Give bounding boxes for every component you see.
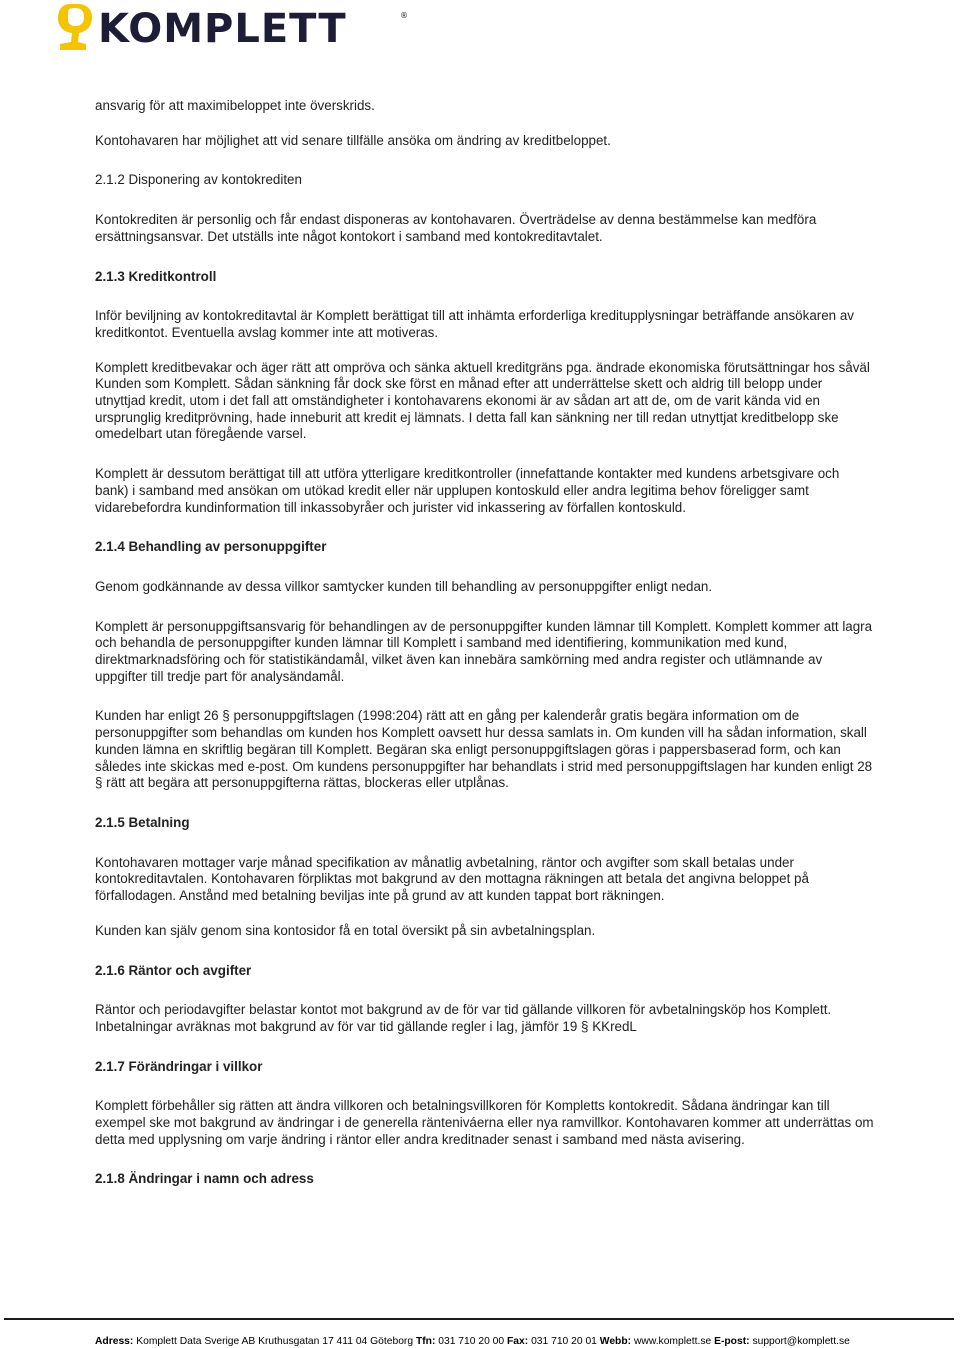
logo-wordmark: KOMPLETT: [98, 6, 347, 52]
section-heading-2-1-2: 2.1.2 Disponering av kontokrediten: [95, 172, 302, 188]
section-heading-2-1-3: 2.1.3 Kreditkontroll: [95, 268, 217, 284]
svg-text:®: ®: [400, 11, 408, 20]
footer-fax-label: Fax:: [507, 1336, 529, 1347]
footer-fax: 031 710 20 01: [531, 1336, 597, 1347]
section-heading-2-1-5: 2.1.5 Betalning: [95, 814, 190, 830]
footer-web-label: Webb:: [599, 1336, 632, 1347]
footer-web-link[interactable]: www.komplett.se: [633, 1336, 712, 1347]
paragraph: ansvarig för att maximibeloppet inte överskrids.: [95, 98, 375, 113]
komplett-logo: [56, 0, 416, 56]
section-heading-2-1-7: 2.1.7 Förändringar i villkor: [95, 1058, 263, 1074]
paragraph: Genom godkännande av dessa villkor samtycker kunden till behandling av personuppgifter enligt nedan.: [95, 578, 713, 594]
paragraph: Kunden kan själv genom sina kontosidor få en total översikt på sin avbetalningsplan.: [95, 922, 596, 938]
paragraph: Komplett kreditbevakar och äger rätt att ompröva och sänka aktuell kreditgräns pga. ändrade ekonomiska förutsättningar hos såväl Kunden som Komplett. Sådan sänkning får dock ske först en månad efter att underrättelse skett och aldrig till belopp under utnyttjad kredit, utom i det fall att omständigheter i kontohavarens ekonomi är av sådan art att de, om de varit kända vid en ursprunglig kreditprövning, hade inneburit att kredit ej lämnats. I detta fall kan sänkning ner till redan utnyttjat kreditbelopp ske omedelbart utan föregående varsel.: [95, 359, 870, 442]
footer-email-link[interactable]: support@komplett.se: [752, 1336, 850, 1347]
paragraph: Inför beviljning av kontokreditavtal är Komplett berättigat till att inhämta erforderliga kreditupplysningar beträffande ansökaren av kreditkontot. Eventuella avslag kommer inte att motiveras.: [95, 308, 854, 340]
footer-email-label: E-post:: [714, 1336, 750, 1347]
document-body: [95, 98, 875, 1188]
paragraph: Räntor och periodavgifter belastar kontot mot bakgrund av de för var tid gällande villkoren för avbetalningsköp hos Komplett. Inbetalningar avräknas mot bakgrund av för var tid gällande regler i lag, jämför 19 § KKredL: [95, 1002, 832, 1034]
footer-address-label: Adress:: [95, 1336, 134, 1347]
section-heading-2-1-4: 2.1.4 Behandling av personuppgifter: [95, 539, 327, 555]
paragraph: Kontohavaren mottager varje månad specifikation av månatlig avbetalning, räntor och avgifter som skall betalas under kontokreditavtalen. Kontohavaren förpliktas mot bakgrund av den mottagna räkningen att betala det angivna beloppet på förfallodagen. Anstånd med betalning beviljas inte på grund av att kunden tappat bort räkningen.: [95, 854, 809, 904]
footer-phone-label: Tfn:: [415, 1336, 436, 1347]
section-heading-2-1-6: 2.1.6 Räntor och avgifter: [95, 962, 252, 978]
paragraph: Komplett förbehåller sig rätten att ändra villkoren och betalningsvillkoren för Kompletts kontokredit. Sådana ändringar kan till exempel ske mot bakgrund av ändringar i de generella ränteniváerna eller nya ramvillkor. Kontohavaren kommer att underrättas om detta med upplysning om varje ändring i räntor eller andra kreditnader senast i samband med nästa avisering.: [95, 1098, 874, 1147]
paragraph: Komplett är personuppgiftsansvarig för behandlingen av de personuppgifter kunden lämnar till Komplett. Komplett kommer att lagra och behandla de personuppgifter kunden lämnar till Komplett i samband med identifiering, kommunikation med kund, direktmarknadsföring och för statistikändamål, vilket även kan innebära samkörning med andra register och utlämnande av uppgifter till tredje part för analysändamål.: [95, 618, 873, 684]
footer-address: Komplett Data Sverige AB Kruthusgatan 17 411 04 Göteborg: [136, 1336, 414, 1347]
komplett-logo-icon: [56, 0, 416, 56]
footer-contact: [95, 1335, 955, 1348]
paragraph: Kontokrediten är personlig och får endast disponeras av kontohavaren. Överträdelse av denna bestämmelse kan medföra ersättningsansvar. Det utställs inte något kontokort i samband med kontokreditavtalet.: [95, 212, 817, 244]
footer-phone: 031 710 20 00: [438, 1336, 505, 1347]
footer-divider: [4, 1318, 954, 1320]
section-heading-2-1-8: 2.1.8 Ändringar i namn och adress: [95, 1171, 314, 1187]
paragraph: Kunden har enligt 26 § personuppgiftslagen (1998:204) rätt att en gång per kalenderår gratis begära information om de personuppgifter som behandlas om kunden hos Komplett oavsett hur dessa samlats in. Om kunden vill ha sådan information, skall kunden lämna en skriftlig begäran till Komplett. Begäran ska enligt personuppgiftslagen göras i pappersbaserad form, och kan således inte skickas med e-post. Om kundens personuppgifter har behandlats i strid med personuppgiftslagen har kunden enligt 28 § rätt att begära att personuppgifterna rättas, blockeras eller utplånas.: [95, 708, 873, 791]
paragraph: Kontohavaren har möjlighet att vid senare tillfälle ansöka om ändring av kreditbeloppet.: [95, 132, 611, 148]
paragraph: Komplett är dessutom berättigat till att utföra ytterligare kreditkontroller (innefattande kontakter med kundens arbetsgivare och bank) i samband med ansökan om utökad kredit eller när upplupen kontoskuld eller andra legitima behov föreligger samt vidarebefordra kundinformation till inkassobyråer och jurister vid inkassering av förfallen kontoskuld.: [95, 466, 840, 515]
